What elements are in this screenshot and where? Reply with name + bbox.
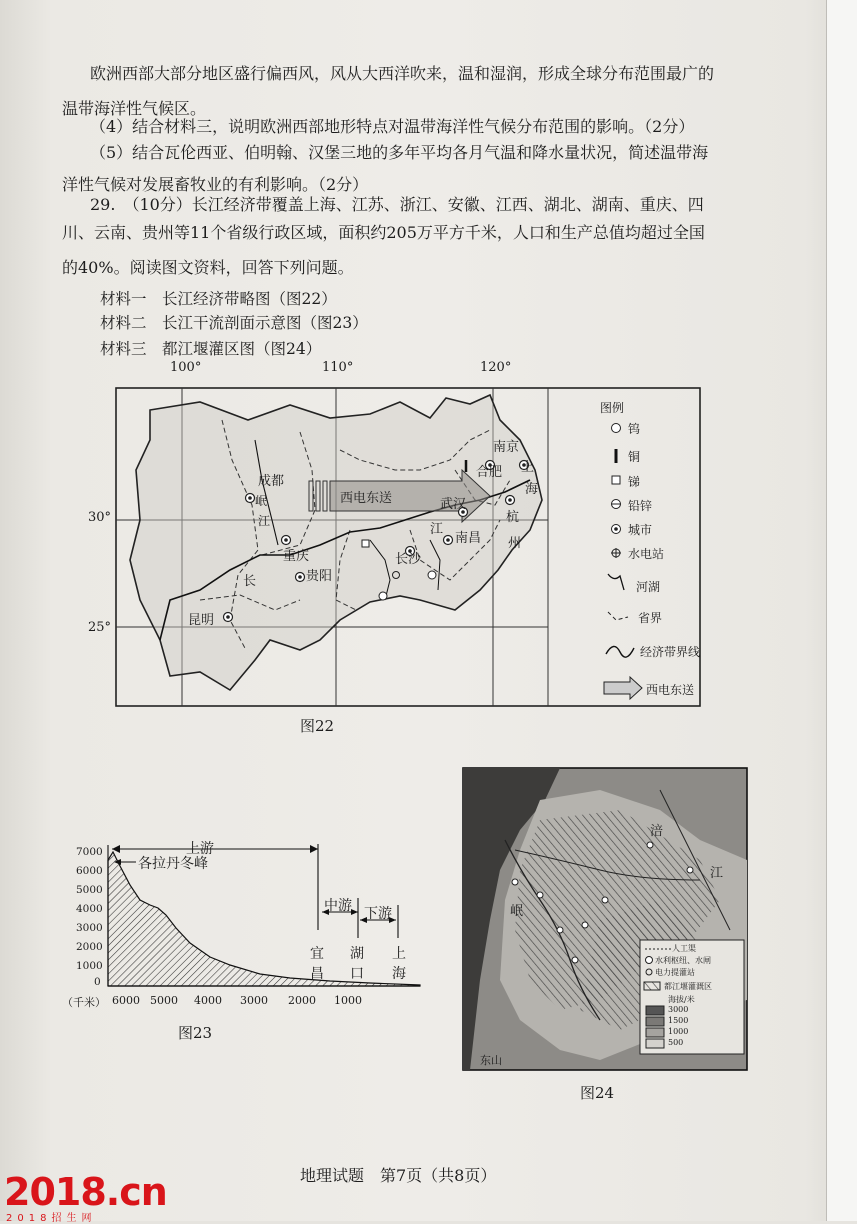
city-label-nanjing: 南京: [493, 440, 520, 455]
legend-item: 钨: [628, 422, 641, 436]
map-label: 涪: [650, 824, 664, 839]
place-label: 昌: [310, 966, 324, 982]
legend-title: 图例: [600, 401, 625, 415]
legend-item: 电力提灌站: [655, 968, 695, 977]
city-label-guiyang: 贵阳: [306, 569, 333, 584]
river-label: 江: [430, 522, 444, 537]
legend-item: 人工渠: [672, 944, 696, 953]
city-label-nanchang: 南昌: [455, 531, 482, 546]
legend-elevation: 1500: [668, 1016, 689, 1025]
legend-item: 省界: [638, 611, 663, 625]
city-label-chongqing: 重庆: [283, 549, 310, 564]
city-label-hefei: 合肥: [476, 465, 503, 480]
question-4: （4）结合材料三，说明欧洲西部地形特点对温带海洋性气候分布范围的影响。（2分）: [90, 117, 695, 136]
paragraph-line: 欧洲西部大部分地区盛行偏西风，风从大西洋吹来，温和湿润，形成全球分布范围最广的: [90, 64, 715, 83]
legend-item: 河湖: [636, 580, 661, 594]
question-29: 29. （10分）长江经济带覆盖上海、江苏、浙江、安徽、江西、湖北、湖南、重庆、四: [90, 195, 704, 214]
legend-item: 水利枢纽、水闸: [655, 956, 711, 965]
x-tick: 2000: [288, 994, 316, 1007]
x-tick: 6000: [112, 994, 140, 1007]
material-1: 材料一 长江经济带略图（图22）: [100, 290, 337, 308]
segment-upper: 上游: [186, 841, 214, 857]
y-tick: 2000: [76, 941, 103, 953]
watermark-logo: 2018.cn: [4, 1170, 167, 1214]
place-label: 湖: [350, 946, 364, 962]
material-3: 材料三 都江堰灌区图（图24）: [100, 340, 322, 358]
legend-item: 都江堰灌溉区: [664, 982, 712, 991]
question-5: （5）结合瓦伦西亚、伯明翰、汉堡三地的多年平均各月气温和降水量状况，简述温带海: [90, 143, 709, 162]
lon-label: 100°: [170, 360, 202, 375]
map-label: 岷: [510, 904, 524, 919]
y-tick: 3000: [76, 922, 103, 934]
legend-item: 锑: [628, 475, 641, 489]
lat-label: 25°: [88, 620, 112, 635]
question-29-cont: 的40%。阅读图文资料，回答下列问题。: [62, 258, 354, 277]
river-label: 长: [243, 574, 257, 589]
segment-lower: 下游: [364, 906, 392, 922]
x-tick: 1000: [334, 994, 362, 1007]
city-label-wuhan: 武汉: [440, 497, 467, 512]
legend-item: 西电东送: [646, 683, 695, 697]
y-tick: 1000: [76, 960, 103, 972]
place-label: 上: [392, 946, 406, 962]
y-tick: 7000: [76, 846, 103, 858]
legend-item: 铅锌: [628, 499, 653, 513]
figure-caption-22: 图22: [300, 717, 335, 735]
legend-item: 经济带界线: [640, 645, 701, 659]
legend-elevation: 3000: [668, 1005, 689, 1014]
peak-label: 各拉丹冬峰: [138, 856, 208, 872]
place-label: 宜: [310, 946, 324, 962]
city-label-shanghai: 上: [521, 460, 535, 475]
legend-elevation: 500: [668, 1038, 684, 1047]
x-tick: 5000: [150, 994, 178, 1007]
city-label-chengdu: 成都: [258, 474, 285, 489]
city-label-changsha: 长沙: [395, 552, 422, 567]
city-label-kunming: 昆明: [188, 613, 215, 628]
legend-elevation-title: 海拔/米: [668, 995, 695, 1004]
legend-item: 水电站: [628, 547, 665, 561]
place-label: 口: [350, 966, 364, 982]
figure-caption-23: 图23: [178, 1024, 213, 1042]
question-29-cont: 川、云南、贵州等11个省级行政区域，面积约205万平方千米，人口和生产总值均超过全国: [62, 223, 705, 242]
map-label: 东山: [480, 1054, 502, 1067]
map-label: 江: [710, 866, 724, 881]
river-label: 江: [258, 514, 271, 528]
watermark-sub: 2018招生网: [6, 1213, 97, 1224]
segment-middle: 中游: [324, 898, 352, 914]
x-unit: （千米）: [62, 996, 106, 1009]
figure-caption-24: 图24: [580, 1084, 615, 1102]
city-label-shanghai: 海: [525, 482, 539, 497]
arrow-label: 西电东送: [340, 491, 393, 506]
question-5-cont: 洋性气候对发展畜牧业的有利影响。（2分）: [62, 175, 369, 194]
page-footer: 地理试题 第7页（共8页）: [300, 1166, 497, 1185]
x-tick: 3000: [240, 994, 268, 1007]
city-label-hangzhou: 杭: [506, 510, 520, 525]
y-tick: 0: [94, 976, 101, 988]
material-2: 材料二 长江干流剖面示意图（图23）: [100, 314, 368, 332]
x-tick: 4000: [194, 994, 222, 1007]
paragraph-line: 温带海洋性气候区。: [62, 99, 207, 118]
place-label: 海: [392, 966, 406, 982]
city-label-hangzhou: 州: [508, 536, 522, 551]
legend-elevation: 1000: [668, 1027, 689, 1036]
lat-label: 30°: [88, 510, 112, 525]
y-tick: 6000: [76, 865, 103, 877]
river-label: 岷: [255, 494, 268, 508]
y-tick: 5000: [76, 884, 103, 896]
legend-item: 铜: [628, 450, 641, 464]
y-tick: 4000: [76, 903, 103, 915]
lon-label: 120°: [480, 360, 512, 375]
lon-label: 110°: [322, 360, 354, 375]
legend-item: 城市: [628, 523, 653, 537]
